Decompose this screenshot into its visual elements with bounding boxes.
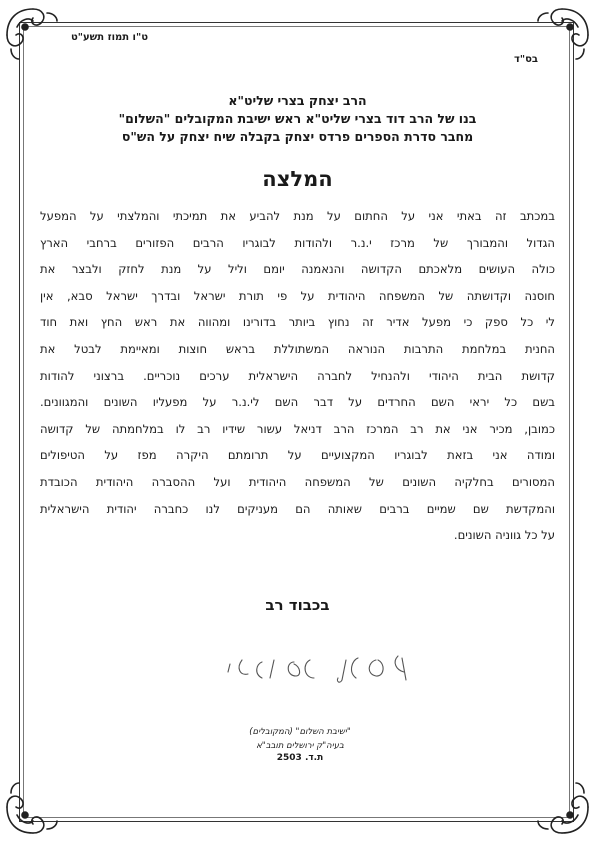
letter-title: המלצה: [262, 167, 333, 191]
corner-ornament-bottom-left: [3, 779, 61, 837]
body-line: כולה העושים מלאכתם הקדושה והנאמנה יומם וליל על מנת לחזק ולבצר את: [40, 262, 555, 277]
body-line: הגדול והמבורך של מרכז י.נ.ר ולהודות לבוגריו הרבים הפזורים ברחבי הארץ: [40, 235, 555, 250]
author-lineage: בנו של הרב דוד בצרי שליט"א ראש ישיבת המקובלים "השלום": [118, 111, 477, 126]
body-line: המסורים בחלקיה השונים של המשפחה היהודית ועל ההסברה היהודית הכובדת: [40, 474, 555, 489]
stamp-line-institution: "ישיבת השלום" (המקובלים): [249, 727, 351, 737]
letter-body: [40, 203, 555, 549]
body-line: על כל גווניה השונים.: [453, 528, 555, 543]
body-line: בשם כל יראי השם החרדים על דבר השם לי.נ.ר על מפעליו השונים והמגוונים.: [40, 395, 555, 410]
author-works: מחבר סדרת הספרים פרדס יצחק בקבלה שיח יצחק על הש"ס: [121, 129, 474, 144]
body-line: במכתב זה באתי אני על החתום על מנת להביע את תמיכתי והמלצתי על המפעל: [40, 209, 555, 223]
stamp-line-city: בעיה"ק ירושלים תובב"א: [256, 741, 344, 751]
corner-ornament-top-left: [3, 5, 61, 63]
body-line: החנית במלחמת התרבות הנוראה המשתוללת בראש חוצות ומאיימת לבטל את: [40, 341, 555, 356]
body-line: קדושת הבית היהודי ולהנחיל לחברה הישראלית ערכים נוכריים. ברצוני להודות: [40, 368, 555, 383]
handwritten-signature: [170, 650, 430, 690]
closing-salutation: בכבוד רב: [265, 596, 330, 614]
bsd-mark: בס"ד: [514, 54, 538, 65]
body-line: לי כל ספק כי מפעל אדיר זה נחוץ ביותר בדורינו ומהווה את ראש החץ ואת חוד: [40, 315, 555, 330]
body-line: כמובן, מכיר אני את רב המרכז הרב דניאל עשור שידיו רב לו במלחמתה של קדושה: [40, 421, 555, 436]
body-line: חוסנה וקדושתה של המשפחה היהודית על פי תורת ישראל ובדרך ישראל סבא, אין: [40, 288, 555, 303]
body-line: והמקדשת שם שמיים ברבים שאותה הם מעניקים לנו כחברה יהודית הישראלית: [40, 501, 555, 516]
stamp-line-po-box: ת.ד. 2503: [276, 753, 324, 763]
body-line: ומודה אני בזאת לבוגריו המקצועיים על תרומתם היקרה מפז על הטיפולים: [40, 448, 555, 463]
corner-ornament-top-right: [534, 5, 592, 63]
letter-date: ט"ו תמוז תשע"ט: [71, 32, 148, 43]
corner-ornament-bottom-right: [534, 779, 592, 837]
author-name: הרב יצחק בצרי שליט"א: [228, 93, 367, 108]
